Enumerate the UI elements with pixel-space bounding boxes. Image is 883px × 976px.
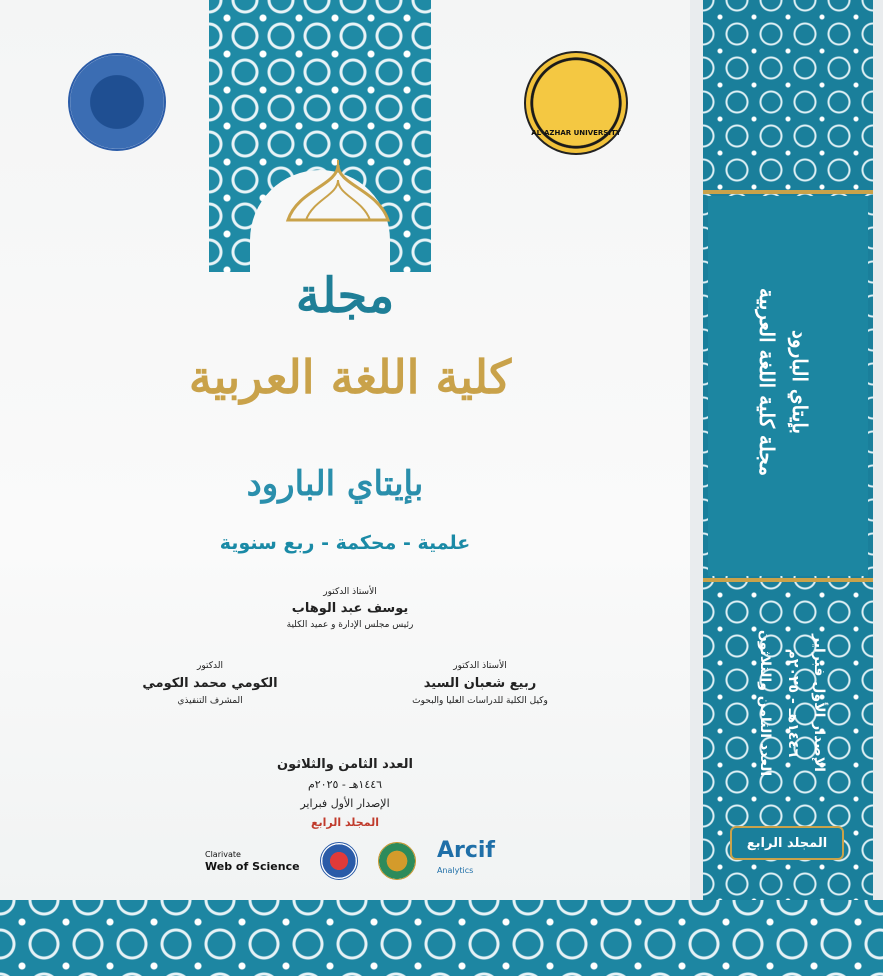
vice-title: الأستاذ الدكتور <box>453 661 507 671</box>
spine-issue-number: العدد الثامن والثلاثون <box>757 629 773 777</box>
arcif-text: Arcif <box>436 838 495 863</box>
spine-title-line2: بإيتاي البارود <box>788 330 812 434</box>
clarivate-text: Clarivate <box>205 850 241 859</box>
journal-title-main: كلية اللغة العربية <box>188 350 512 404</box>
indexing-partners <box>205 838 495 884</box>
scu-logo <box>320 842 358 880</box>
spine-gold-rule-bottom <box>703 578 873 582</box>
dome-ornament-icon <box>278 160 398 230</box>
dean-role: رئيس مجلس الإدارة و عميد الكلية <box>286 620 414 630</box>
azhar-seal-logo-left <box>68 53 166 151</box>
library-logo <box>378 842 416 880</box>
issue-date: ١٤٤٦هـ - ٢٠٢٥م <box>307 778 383 791</box>
vice-name: ربيع شعبان السيد <box>423 676 537 691</box>
spine-issue-date: ١٤٤٦هـ - ٢٠٢٥م <box>785 648 801 758</box>
bottom-pattern-band <box>0 900 883 976</box>
arcif-logo <box>436 838 495 881</box>
journal-word: مجلة <box>295 268 395 324</box>
logo-right-text: AL-AZHAR UNIVERSITY <box>531 129 621 137</box>
dean-name: يوسف عبد الوهاب <box>291 601 409 616</box>
issue-release: الإصدار الأول فبراير <box>300 797 390 810</box>
azhar-university-logo-right <box>524 51 628 155</box>
supervisor-role: المشرف التنفيذي <box>177 696 243 706</box>
supervisor-title: الدكتور <box>197 661 223 671</box>
journal-tagline: علمية - محكمة - ربع سنوية <box>219 532 471 554</box>
issue-number: العدد الثامن والثلاثون <box>277 757 413 772</box>
spine-title-line1: مجلة كلية اللغة العربية <box>755 287 779 477</box>
supervisor-name: الكومي محمد الكومي <box>142 676 278 691</box>
dean-title: الأستاذ الدكتور <box>323 587 377 597</box>
spine-issue-release: الإصدار الأول فبراير <box>811 634 827 772</box>
spine-gold-rule-top <box>703 190 873 194</box>
vice-role: وكيل الكلية للدراسات العليا والبحوث <box>412 696 548 706</box>
web-of-science-text: Web of Science <box>205 860 300 873</box>
spine-volume-label: المجلد الرابع <box>730 826 844 860</box>
web-of-science-logo <box>205 849 300 873</box>
issue-volume: المجلد الرابع <box>310 816 380 829</box>
journal-title-location: بإيتاي البارود <box>246 464 424 504</box>
arcif-analytics-text: Analytics <box>436 866 474 875</box>
